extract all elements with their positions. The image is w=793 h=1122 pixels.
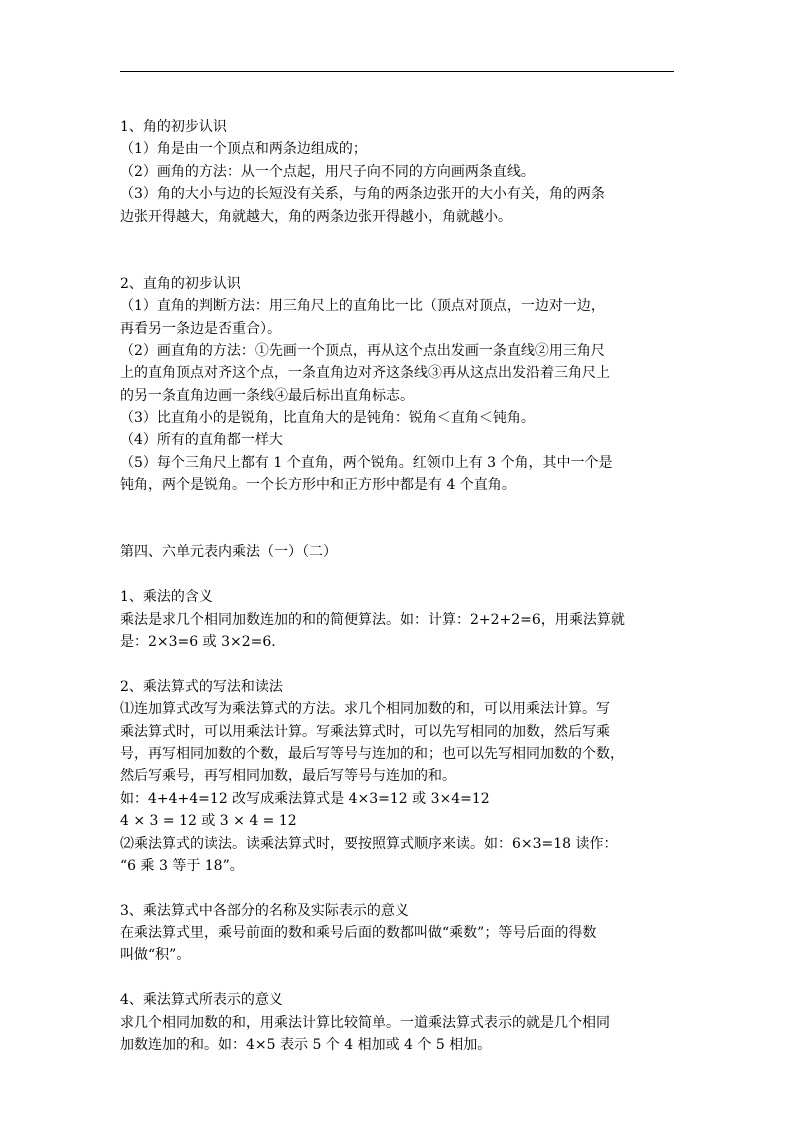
paragraph-line: “6 乘 3 等于 18”。 xyxy=(120,857,244,874)
paragraph-line: （2）画直角的方法：①先画一个顶点，再从这个点出发画一条直线②用三角尺 xyxy=(120,342,605,359)
section-heading: 2、乘法算式的写法和读法 xyxy=(120,678,283,695)
paragraph-line: 乘法算式时，可以用乘法计算。写乘法算式时，可以先写相同的加数，然后写乘 xyxy=(120,723,610,740)
paragraph-line: （1）角是由一个顶点和两条边组成的； xyxy=(120,141,367,158)
paragraph-line: （1）直角的判断方法：用三角尺上的直角比一比（顶点对顶点，一边对一边， xyxy=(120,298,605,315)
paragraph-line: 乘法是求几个相同加数连加的和的简便算法。如：计算：2+2+2=6，用乘法算就 xyxy=(120,611,625,628)
section-right-angle xyxy=(120,273,674,497)
paragraph-line: 然后写乘号，再写相同加数，最后写等号与连加的和。 xyxy=(120,768,456,785)
paragraph-line: 是：2×3=6 或 3×2=6. xyxy=(120,634,276,651)
paragraph-line: 在乘法算式里，乘号前面的数和乘号后面的数都叫做“乘数”；等号后面的得数 xyxy=(120,925,597,942)
section-writing-reading xyxy=(120,676,674,878)
paragraph-line: （2）画角的方法：从一个点起，用尺子向不同的方向画两条直线。 xyxy=(120,163,535,180)
section-heading: 4、乘法算式所表示的意义 xyxy=(120,992,283,1009)
paragraph-line: （3）角的大小与边的长短没有关系，与角的两条边张开的大小有关，角的两条 xyxy=(120,186,605,203)
paragraph-line: 的另一条直角边画一条线④最后标出直角标志。 xyxy=(120,387,414,404)
section-expression-meaning xyxy=(120,989,674,1056)
section-heading: 1、角的初步认识 xyxy=(120,119,227,135)
paragraph-line: （5）每个三角尺上都有 1 个直角，两个锐角。红领巾上有 3 个角，其中一个是 xyxy=(120,454,613,471)
header-rule xyxy=(120,71,674,72)
paragraph-line: ⑴连加算式改写为乘法算式的方法。求几个相同加数的和，可以用乘法计算。写 xyxy=(120,701,610,718)
section-heading: 3、乘法算式中各部分的名称及实际表示的意义 xyxy=(120,902,409,919)
section-angle-basics xyxy=(120,116,674,228)
paragraph-line: 求几个相同加数的和，用乘法计算比较简单。一道乘法算式表示的就是几个相同 xyxy=(120,1014,610,1031)
paragraph-line: 边张开得越大，角就越大，角的两条边张开得越小，角就越小。 xyxy=(120,208,512,225)
section-unit-title xyxy=(120,541,674,563)
paragraph-line: 再看另一条边是否重合）。 xyxy=(120,320,281,337)
paragraph-line: 号，再写相同加数的个数，最后写等号与连加的和；也可以先写相同加数的个数， xyxy=(120,745,624,762)
paragraph-line: 钝角，两个是锐角。一个长方形中和正方形中都是有 4 个直角。 xyxy=(120,477,516,494)
paragraph-line: 叫做“积”。 xyxy=(120,947,191,964)
paragraph-line: 加数连加的和。如：4×5 表示 5 个 4 相加或 4 个 5 相加。 xyxy=(120,1037,492,1054)
paragraph-line: 4 × 3 = 12 或 3 × 4 = 12 xyxy=(120,813,297,830)
section-part-names xyxy=(120,900,674,967)
section-heading: 2、直角的初步认识 xyxy=(120,275,241,292)
paragraph-line: 上的直角顶点对齐这个点，一条直角边对齐这条线③再从这点出发沿着三角尺上 xyxy=(120,365,610,382)
paragraph-line: 如：4+4+4=12 改写成乘法算式是 4×3=12 或 3×4=12 xyxy=(120,790,490,807)
unit-heading: 第四、六单元表内乘法（一）（二） xyxy=(120,544,337,561)
section-multiplication-meaning xyxy=(120,586,674,653)
paragraph-line: （4）所有的直角都一样大 xyxy=(120,432,283,449)
paragraph-line: ⑵乘法算式的读法。读乘法算式时，要按照算式顺序来读。如：6×3=18 读作： xyxy=(120,835,618,852)
document-body xyxy=(120,116,674,1056)
section-heading: 1、乘法的含义 xyxy=(120,589,213,606)
paragraph-line: （3）比直角小的是锐角，比直角大的是钝角：锐角＜直角＜钝角。 xyxy=(120,410,535,427)
